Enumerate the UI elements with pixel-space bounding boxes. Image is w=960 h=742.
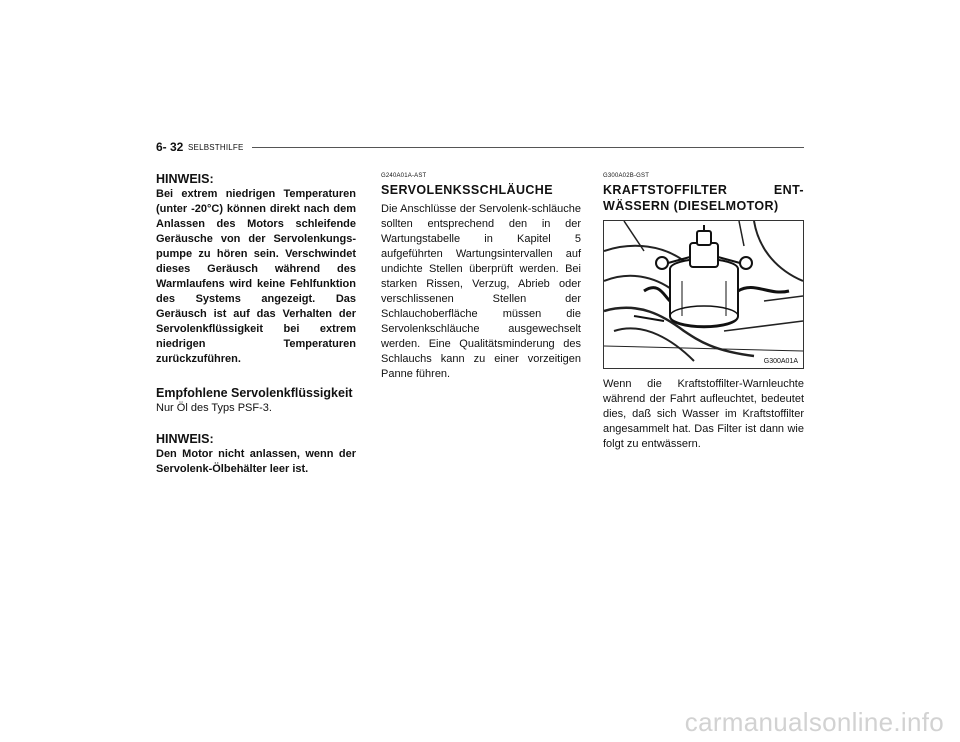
section-title: SERVOLENKSSCHLÄUCHE [381, 183, 553, 197]
note-body: Bei extrem niedrigen Temperaturen (unter -20°C) können direkt nach dem Anlassen des Motors schleifende Geräusche von der Servolenkungs-pumpe zu hören sein. Verschwindet dieses Geräusch während des Warmlaufens wird keine Fehlfunktion des Systems angezeigt. Das Geräusch ist auf das Verhalten der Servolenkflüssigkeit bei extrem niedrigen Temperaturen zurückzuführen. [156, 188, 356, 365]
fuel-filter-figure [603, 220, 804, 369]
note-body-2: Den Motor nicht anlassen, wenn der Servolenk-Ölbehälter leer ist. [156, 448, 356, 475]
note-title: HINWEIS: [156, 172, 214, 186]
header-rule [252, 147, 804, 148]
page-header [156, 140, 804, 156]
fuel-filter-illustration [604, 221, 803, 368]
section-code: G300A02B-GST [603, 173, 650, 179]
figure-code: G300A01A [763, 358, 798, 365]
page-number: 6- 32 [156, 140, 184, 154]
column-left [156, 172, 356, 477]
column-right [603, 172, 804, 452]
section-body: Wenn die Kraftstoffilter-Warnleuchte während der Fahrt aufleuchtet, bedeutet dies, daß sich Wasser im Kraftstoffilter angesammelt hat. Das Filter ist dann wie folgt zu entwässern. [603, 378, 804, 450]
column-middle [381, 172, 581, 382]
section-body: Die Anschlüsse der Servolenk-schläuche sollten entsprechend den in der Wartungstabelle in Kapitel 5 aufgeführten Wartungsintervallen auf undichte Stellen überprüft werden. Bei starken Rissen, Verzug, Abrieb oder verschlissenen Stellen der Schlauchoberfläche müssen die Servolenkschläuche ausgewechselt werden. Eine Qualitätsminderung des Schlauchs kann zu einer vorzeitigen Panne führen. [381, 203, 581, 380]
section-code: G240A01A-AST [381, 173, 427, 179]
section-name: SELBSTHILFE [188, 143, 244, 152]
fluid-title: Empfohlene Servolenkflüssigkeit [156, 386, 353, 400]
fluid-body: Nur Öl des Typs PSF-3. [156, 402, 272, 414]
watermark: carmanualsonline.info [684, 707, 944, 737]
note-title-2: HINWEIS: [156, 432, 214, 446]
section-title: KRAFTSTOFFILTER ENT-WÄSSERN (DIESELMOTOR) [603, 183, 804, 213]
